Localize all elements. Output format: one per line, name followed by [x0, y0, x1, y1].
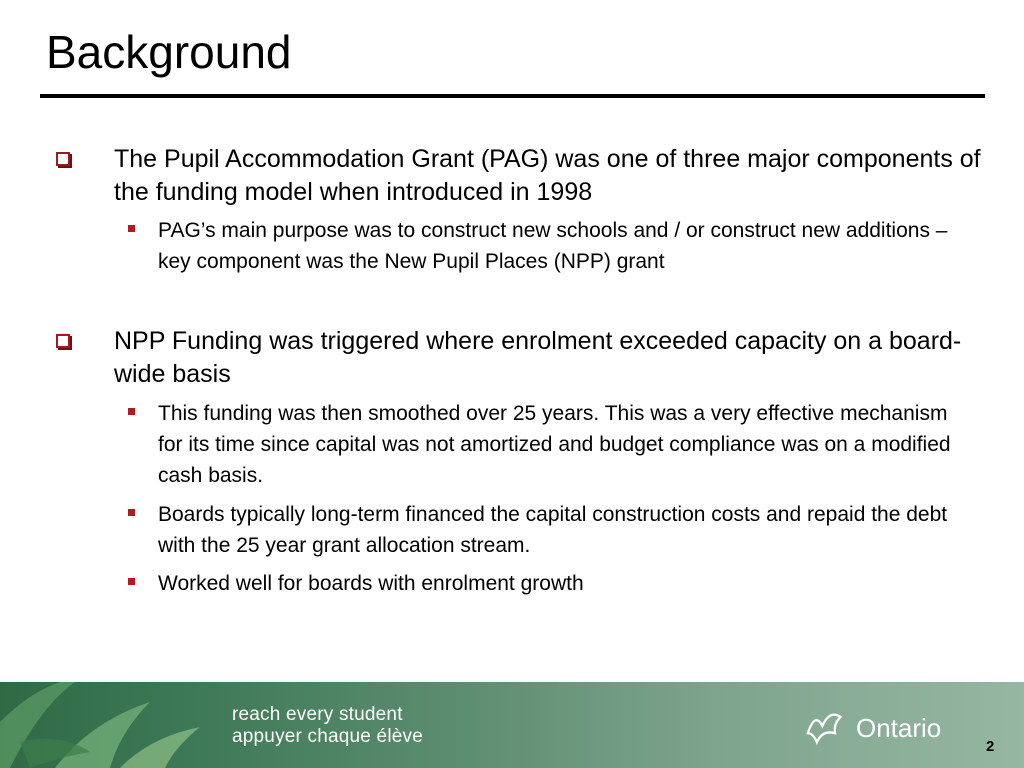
leaf-swoosh-icon	[0, 682, 220, 768]
bullet-text: The Pupil Accommodation Grant (PAG) was one of three major components of the funding model when introduced in 1998	[114, 145, 981, 206]
square-bullet-icon	[128, 225, 135, 232]
tagline-french: appuyer chaque élève	[232, 726, 423, 747]
trillium-icon	[800, 706, 852, 746]
sub-bullet-text: This funding was then smoothed over 25 years. This was a very effective mechanism for its time since capital was not amortized and budget compliance was on a modified cash basis.	[158, 402, 951, 487]
bullet-item	[114, 325, 984, 391]
sub-bullet-item	[158, 568, 958, 599]
ontario-logo-text: Ontario	[856, 713, 942, 743]
bullet-text: NPP Funding was triggered where enrolment exceeded capacity on a board-wide basis	[114, 327, 962, 388]
slide-title: Background	[46, 26, 292, 78]
sub-bullet-text: Worked well for boards with enrolment growth	[158, 572, 584, 595]
sub-bullet-text: Boards typically long-term financed the capital construction costs and repaid the debt with the 25 year grant allocation stream.	[158, 503, 948, 557]
title-divider	[40, 94, 985, 98]
bullet-item	[114, 143, 984, 209]
hollow-square-bullet-icon	[56, 152, 70, 166]
hollow-square-bullet-icon	[56, 334, 70, 348]
sub-bullet-text: PAG’s main purpose was to construct new schools and / or construct new additions – key component was the New Pupil Places (NPP) grant	[158, 219, 948, 273]
footer-banner	[0, 682, 1024, 768]
page-number: 2	[986, 738, 995, 755]
square-bullet-icon	[128, 509, 135, 516]
square-bullet-icon	[128, 578, 135, 585]
square-bullet-icon	[128, 408, 135, 415]
sub-bullet-item	[158, 398, 958, 491]
tagline	[232, 704, 423, 748]
tagline-english: reach every student	[232, 704, 403, 725]
sub-bullet-item	[158, 215, 958, 277]
sub-bullet-item	[158, 499, 958, 561]
